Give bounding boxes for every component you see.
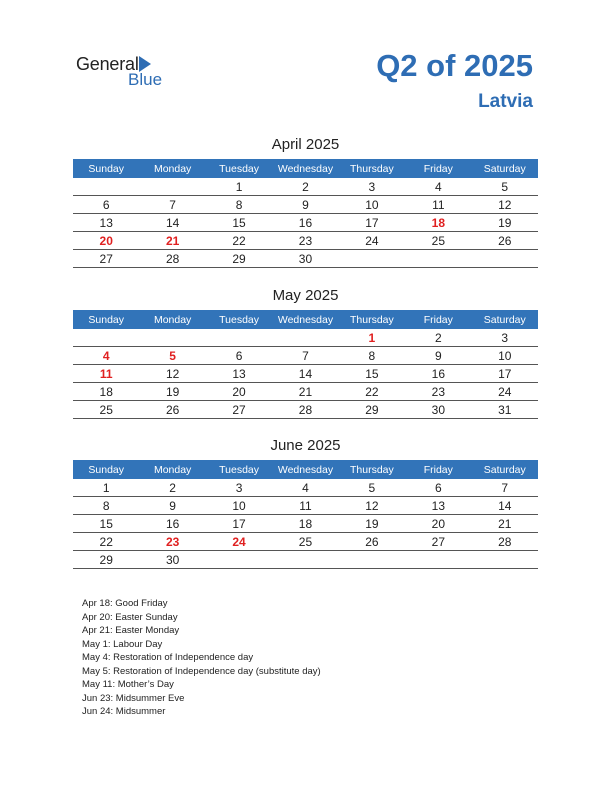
- day-cell: 8: [339, 347, 405, 365]
- day-cell: 10: [206, 497, 272, 515]
- day-cell: 24: [339, 232, 405, 250]
- day-cell: 25: [73, 401, 139, 419]
- week-row: [73, 329, 538, 347]
- day-cell: 14: [472, 497, 538, 515]
- weekday-header: Thursday: [339, 159, 405, 178]
- day-cell: 3: [206, 479, 272, 497]
- holiday-item: May 11: Mother’s Day: [82, 679, 174, 690]
- day-cell: 30: [139, 551, 205, 569]
- day-cell: 28: [472, 533, 538, 551]
- day-cell: 12: [339, 497, 405, 515]
- day-cell: 10: [472, 347, 538, 365]
- day-cell: [405, 551, 471, 569]
- holiday-day-cell: 21: [139, 232, 205, 250]
- brand-logo: [76, 54, 163, 89]
- day-cell: 16: [272, 214, 338, 232]
- day-cell: 9: [139, 497, 205, 515]
- day-cell: 14: [139, 214, 205, 232]
- day-cell: 11: [405, 196, 471, 214]
- weekday-header: Monday: [139, 460, 205, 479]
- calendar-table: [73, 310, 538, 419]
- holiday-day-cell: 5: [139, 347, 205, 365]
- holiday-day-cell: 20: [73, 232, 139, 250]
- day-cell: 24: [472, 383, 538, 401]
- weekday-header: Friday: [405, 460, 471, 479]
- holiday-item: Jun 23: Midsummer Eve: [82, 692, 185, 704]
- holiday-day-cell: 23: [139, 533, 205, 551]
- day-cell: 22: [339, 383, 405, 401]
- day-cell: [405, 250, 471, 268]
- weekday-header: Wednesday: [272, 310, 338, 329]
- day-cell: 23: [272, 232, 338, 250]
- day-cell: 26: [139, 401, 205, 419]
- weekday-header: Monday: [139, 310, 205, 329]
- holiday-day-cell: 24: [206, 533, 272, 551]
- day-cell: 15: [206, 214, 272, 232]
- holiday-item: May 1: Labour Day: [82, 638, 163, 650]
- day-cell: 9: [405, 347, 471, 365]
- holiday-day-cell: 18: [405, 214, 471, 232]
- day-cell: 22: [206, 232, 272, 250]
- month-calendar: [73, 137, 538, 268]
- day-cell: 29: [339, 401, 405, 419]
- day-cell: 7: [472, 479, 538, 497]
- weekday-header: Thursday: [339, 310, 405, 329]
- day-cell: 1: [73, 479, 139, 497]
- day-cell: 2: [139, 479, 205, 497]
- day-cell: 18: [272, 515, 338, 533]
- holiday-item: Apr 21: Easter Monday: [82, 625, 180, 636]
- day-cell: 26: [472, 232, 538, 250]
- month-title: April 2025: [271, 136, 340, 153]
- day-cell: [139, 329, 205, 347]
- day-cell: 28: [139, 250, 205, 268]
- day-cell: 27: [206, 401, 272, 419]
- day-cell: 20: [206, 383, 272, 401]
- weekday-header: Monday: [139, 159, 205, 178]
- day-cell: 17: [206, 515, 272, 533]
- weekday-header: Friday: [405, 310, 471, 329]
- day-cell: [73, 329, 139, 347]
- week-row: [73, 347, 538, 365]
- weekday-header: Saturday: [472, 159, 538, 178]
- day-cell: 11: [272, 497, 338, 515]
- logo-text-blue: Blue: [128, 70, 163, 89]
- week-row: [73, 383, 538, 401]
- holiday-item: May 4: Restoration of Independence day: [82, 652, 254, 663]
- day-cell: 6: [206, 347, 272, 365]
- day-cell: 19: [472, 214, 538, 232]
- weekday-header: Tuesday: [206, 159, 272, 178]
- day-cell: 26: [339, 533, 405, 551]
- week-row: [73, 232, 538, 250]
- day-cell: 8: [73, 497, 139, 515]
- week-row: [73, 533, 538, 551]
- day-cell: 25: [272, 533, 338, 551]
- weekday-header: Saturday: [472, 310, 538, 329]
- weekday-header: Sunday: [73, 159, 139, 178]
- calendar-table: [73, 159, 538, 268]
- weekday-header: Sunday: [73, 310, 139, 329]
- day-cell: [73, 178, 139, 196]
- day-cell: 4: [272, 479, 338, 497]
- day-cell: 5: [339, 479, 405, 497]
- day-cell: 28: [272, 401, 338, 419]
- week-row: [73, 250, 538, 268]
- day-cell: 13: [405, 497, 471, 515]
- weekday-header: Friday: [405, 159, 471, 178]
- week-row: [73, 479, 538, 497]
- day-cell: 18: [73, 383, 139, 401]
- day-cell: 15: [339, 365, 405, 383]
- day-cell: 29: [206, 250, 272, 268]
- week-row: [73, 515, 538, 533]
- weekday-header: Saturday: [472, 460, 538, 479]
- weekday-header: Tuesday: [206, 460, 272, 479]
- day-cell: 1: [206, 178, 272, 196]
- day-cell: 13: [206, 365, 272, 383]
- holiday-list: [82, 597, 321, 719]
- day-cell: 10: [339, 196, 405, 214]
- day-cell: 6: [405, 479, 471, 497]
- day-cell: [206, 551, 272, 569]
- weekday-header-row: [73, 159, 538, 178]
- weekday-header: Wednesday: [272, 159, 338, 178]
- day-cell: 30: [272, 250, 338, 268]
- day-cell: [272, 329, 338, 347]
- holiday-item: Apr 20: Easter Sunday: [82, 611, 178, 623]
- week-row: [73, 214, 538, 232]
- day-cell: 17: [339, 214, 405, 232]
- day-cell: 2: [405, 329, 471, 347]
- day-cell: 17: [472, 365, 538, 383]
- day-cell: 3: [472, 329, 538, 347]
- day-cell: [339, 250, 405, 268]
- day-cell: 13: [73, 214, 139, 232]
- month-title: May 2025: [272, 287, 339, 304]
- week-row: [73, 551, 538, 569]
- day-cell: [472, 551, 538, 569]
- day-cell: [472, 250, 538, 268]
- weekday-header-row: [73, 460, 538, 479]
- day-cell: [339, 551, 405, 569]
- weekday-header: Tuesday: [206, 310, 272, 329]
- day-cell: 16: [405, 365, 471, 383]
- day-cell: 27: [73, 250, 139, 268]
- holiday-item: Jun 24: Midsummer: [82, 706, 166, 717]
- weekday-header: Thursday: [339, 460, 405, 479]
- month-title: June 2025: [270, 437, 341, 454]
- holiday-item: Apr 18: Good Friday: [82, 598, 168, 609]
- day-cell: [272, 551, 338, 569]
- day-cell: [139, 178, 205, 196]
- logo-text-general: General: [76, 54, 139, 74]
- day-cell: 19: [139, 383, 205, 401]
- month-calendar: [73, 438, 538, 569]
- day-cell: 31: [472, 401, 538, 419]
- weekday-header: Sunday: [73, 460, 139, 479]
- holiday-day-cell: 4: [73, 347, 139, 365]
- week-row: [73, 365, 538, 383]
- day-cell: 7: [139, 196, 205, 214]
- day-cell: 3: [339, 178, 405, 196]
- calendar-table: [73, 460, 538, 569]
- day-cell: 27: [405, 533, 471, 551]
- week-row: [73, 497, 538, 515]
- day-cell: 19: [339, 515, 405, 533]
- day-cell: 5: [472, 178, 538, 196]
- week-row: [73, 196, 538, 214]
- day-cell: 9: [272, 196, 338, 214]
- holiday-day-cell: 11: [73, 365, 139, 383]
- day-cell: 25: [405, 232, 471, 250]
- day-cell: 29: [73, 551, 139, 569]
- day-cell: 30: [405, 401, 471, 419]
- day-cell: 14: [272, 365, 338, 383]
- day-cell: 15: [73, 515, 139, 533]
- day-cell: 23: [405, 383, 471, 401]
- week-row: [73, 178, 538, 196]
- month-calendar: [73, 288, 538, 419]
- day-cell: 16: [139, 515, 205, 533]
- day-cell: 7: [272, 347, 338, 365]
- day-cell: [206, 329, 272, 347]
- day-cell: 6: [73, 196, 139, 214]
- weekday-header: Wednesday: [272, 460, 338, 479]
- day-cell: 8: [206, 196, 272, 214]
- day-cell: 12: [472, 196, 538, 214]
- holiday-day-cell: 1: [339, 329, 405, 347]
- weekday-header-row: [73, 310, 538, 329]
- day-cell: 20: [405, 515, 471, 533]
- day-cell: 21: [272, 383, 338, 401]
- day-cell: 22: [73, 533, 139, 551]
- day-cell: 2: [272, 178, 338, 196]
- page-title: Q2 of 2025: [376, 48, 533, 83]
- day-cell: 4: [405, 178, 471, 196]
- day-cell: 12: [139, 365, 205, 383]
- holiday-item: May 5: Restoration of Independence day (substitute day): [82, 665, 321, 677]
- country-name: Latvia: [478, 91, 533, 112]
- week-row: [73, 401, 538, 419]
- day-cell: 21: [472, 515, 538, 533]
